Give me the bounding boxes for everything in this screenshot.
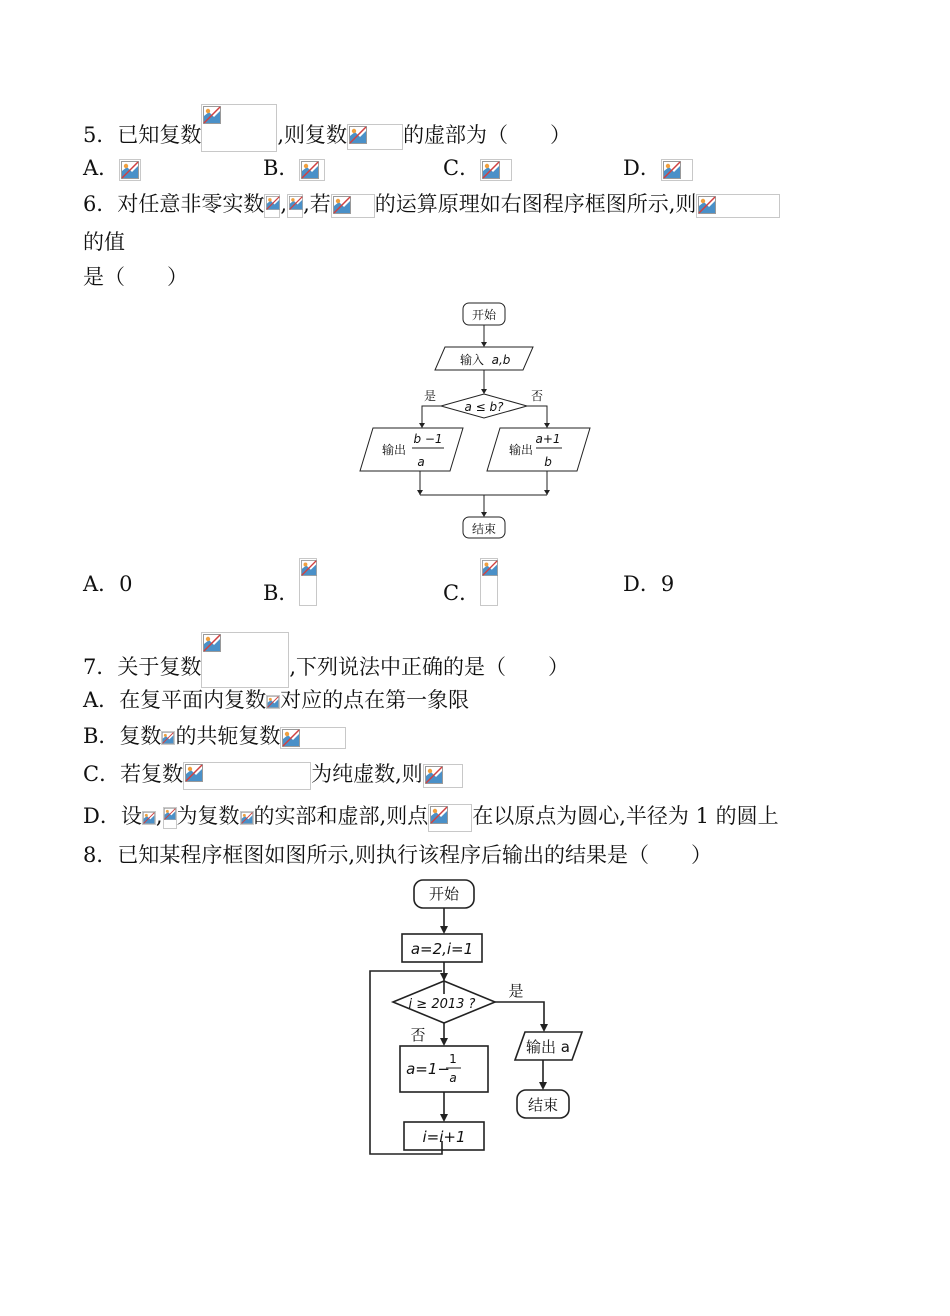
broken-image-icon [430, 806, 448, 824]
input-label: 输入 [459, 353, 485, 367]
out-right-num: a+1 [535, 432, 561, 446]
start-label: 开始 [428, 885, 460, 903]
formula-image [347, 124, 403, 150]
q6-option-c: C． [443, 558, 498, 606]
formula-image [201, 104, 277, 152]
broken-image-icon [203, 634, 221, 652]
formula-image [201, 632, 289, 688]
broken-image-icon [185, 764, 203, 782]
formula-image [480, 558, 498, 606]
broken-image-icon [698, 196, 716, 214]
broken-image-icon [241, 812, 253, 824]
q6-stem: 6．对任意非零实数 , ,若 的运算原理如右图程序框图所示,则 [83, 190, 780, 218]
formula-image [661, 159, 693, 181]
q5-option-a: A． [83, 154, 141, 182]
q8-flowchart [360, 876, 600, 1166]
q6-flowchart [350, 298, 600, 543]
broken-image-icon [301, 161, 319, 179]
formula-image [428, 804, 472, 832]
condition-label: i ≥ 2013 ? [408, 997, 476, 1012]
formula-image [142, 811, 156, 825]
formula-image [240, 811, 254, 825]
q7-stem: 7．关于复数 ,下列说法中正确的是（ ） [83, 632, 569, 688]
out-left-prefix: 输出 [381, 443, 407, 457]
no-label: 否 [410, 1026, 426, 1044]
output-left-box [360, 428, 463, 471]
assign-label: a=1− [406, 1060, 450, 1078]
formula-image [280, 727, 346, 749]
q7-option-b: B．复数 的共轭复数 [83, 722, 346, 750]
broken-image-icon [349, 126, 367, 144]
broken-image-icon [482, 560, 498, 576]
broken-image-icon [121, 161, 139, 179]
broken-image-icon [266, 196, 280, 210]
q7-option-a: A．在复平面内复数 对应的点在第一象限 [83, 688, 470, 712]
condition-label: a ≤ b? [464, 400, 504, 414]
formula-image [183, 762, 311, 790]
q5-option-d: D． [623, 154, 693, 182]
q6-stem-cont: 的值 [83, 230, 125, 254]
start-label: 开始 [471, 308, 497, 322]
formula-image [163, 807, 177, 829]
formula-image [161, 731, 175, 745]
broken-image-icon [333, 196, 351, 214]
formula-image [480, 159, 512, 181]
broken-image-icon [267, 696, 279, 708]
broken-image-icon [282, 729, 300, 747]
q7-option-c: C．若复数 为纯虚数,则 [83, 760, 463, 790]
broken-image-icon [164, 808, 176, 820]
out-left-den: a [417, 455, 425, 469]
broken-image-icon [663, 161, 681, 179]
broken-image-icon [143, 812, 155, 824]
q8-stem: 8．已知某程序框图如图所示,则执行该程序后输出的结果是（ ） [83, 843, 713, 867]
q5-option-c: C． [443, 154, 512, 182]
broken-image-icon [203, 106, 221, 124]
no-label: 否 [530, 389, 544, 403]
broken-image-icon [162, 732, 174, 744]
formula-image [266, 695, 280, 709]
yes-label: 是 [508, 982, 524, 1000]
formula-image [331, 194, 375, 218]
formula-image [299, 558, 317, 606]
formula-image [299, 159, 325, 181]
formula-image [264, 194, 280, 218]
broken-image-icon [289, 196, 303, 210]
output-label: 输出 a [526, 1038, 570, 1056]
end-label: 结束 [527, 1096, 559, 1114]
broken-image-icon [301, 560, 317, 576]
formula-image [696, 194, 780, 218]
out-left-num: b −1 [413, 432, 443, 446]
formula-image [287, 194, 303, 218]
out-right-prefix: 输出 [508, 443, 534, 457]
formula-image [119, 159, 141, 181]
q6-option-a: A．0 [83, 572, 133, 596]
q7-option-d: D．设 , 为复数 的实部和虚部,则点 在以原点为圆心,半径为 1 的圆上 [83, 802, 779, 832]
out-right-den: b [544, 455, 552, 469]
q6-stem-end: 是（ ） [83, 265, 188, 289]
broken-image-icon [482, 161, 500, 179]
formula-image [423, 764, 463, 788]
q6-option-d: D．9 [623, 572, 675, 596]
input-vars: a,b [491, 353, 511, 367]
end-label: 结束 [471, 522, 497, 536]
q5-stem: 5．已知复数 ,则复数 的虚部为（ ） [83, 104, 571, 152]
assign-num: 1 [449, 1052, 457, 1066]
init-label: a=2,i=1 [410, 940, 474, 958]
q6-option-b: B． [263, 558, 317, 606]
increment-label: i=i+1 [422, 1128, 466, 1146]
broken-image-icon [425, 766, 443, 784]
q5-option-b: B． [263, 154, 325, 182]
assign-den: a [449, 1071, 457, 1085]
yes-label: 是 [423, 389, 437, 403]
